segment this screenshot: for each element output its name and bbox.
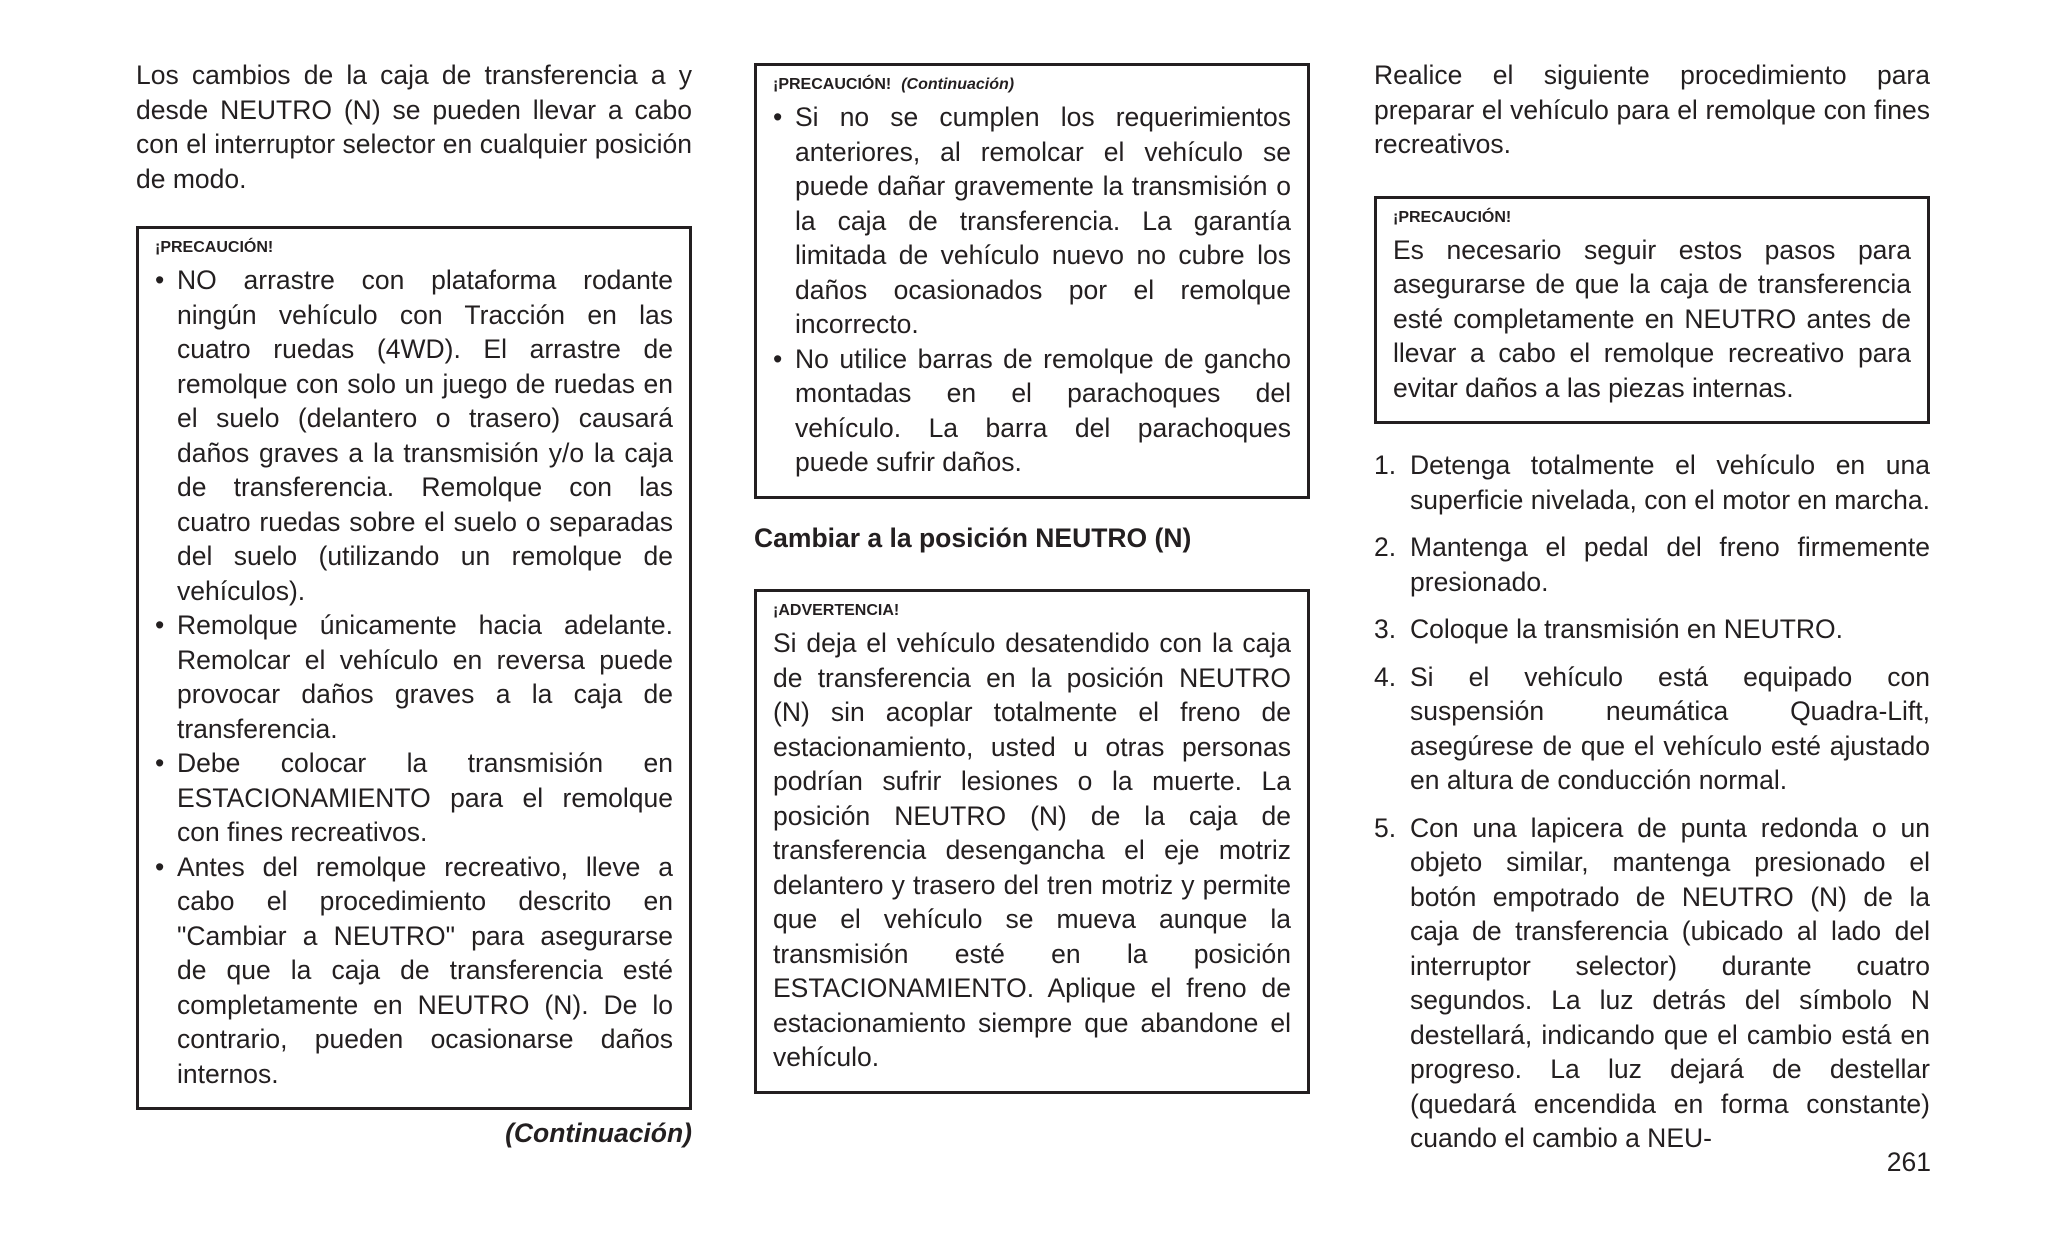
caution-continued-title [773, 76, 1291, 94]
procedure-step [1374, 448, 1930, 517]
step-number: 3. [1374, 614, 1397, 644]
caution-bullet-list [155, 263, 673, 1091]
step-number: 4. [1374, 661, 1397, 692]
step-number: 1. [1374, 450, 1397, 480]
caution-bullet: • Debe colocar la transmisión en ESTACIONAMIENTO para el remolque con fines recreativos. [155, 746, 673, 850]
caution-box [1374, 196, 1930, 425]
caution-box [136, 226, 692, 1110]
continuation-label: (Continuación) [505, 1118, 692, 1148]
warning-title: ¡ADVERTENCIA! [773, 602, 900, 619]
caution-bullet: • Antes del remolque recreativo, lleve a cabo el procedimiento descrito en "Cambiar a NEUTRO" para asegurarse de que la caja de transferencia esté completamente en NEUTRO (N). De lo contrario, pueden ocasionarse daños internos. [155, 850, 673, 1092]
step-text: Mantenga el pedal del freno firmemente presionado. [1410, 532, 1930, 597]
left-column [136, 58, 692, 1149]
caution-bullet-list [773, 100, 1291, 480]
page-number: 261 [1886, 1147, 1931, 1177]
right-column [1374, 58, 1930, 1169]
step-text: Con una lapicera de punta redonda o un objeto similar, mantenga presionado el botón empotrado de NEUTRO (N) de la caja de transferencia (ubicado al lado del interruptor selector) durante cuatro segundos. La luz detrás del símbolo N destellará, indicando que el cambio está en progreso. La luz dejará de destellar (quedará encendida en forma constante) cuando el cambio a NEU- [1410, 812, 1930, 1153]
caution-bullet: • Remolque únicamente hacia adelante. Remolcar el vehículo en reversa puede provocar daños graves a la caja de transferencia. [155, 608, 673, 746]
caution-bullet: • No utilice barras de remolque de gancho montadas en el parachoques del vehículo. La barra del parachoques puede sufrir daños. [773, 342, 1291, 480]
step-number: 2. [1374, 532, 1397, 562]
caution-title: ¡PRECAUCIÓN! [773, 76, 892, 93]
caution-bullet: • Si no se cumplen los requerimientos anteriores, al remolcar el vehículo se puede dañar gravemente la transmisión o la caja de transferencia. La garantía limitada de vehículo nuevo no cubre los daños ocasionados por el remolque incorrecto. [773, 100, 1291, 342]
step-number: 5. [1374, 812, 1397, 843]
caution-bullet: • NO arrastre con plataforma rodante ningún vehículo con Tracción en las cuatro ruedas (4WD). El arrastre de remolque con solo un juego de ruedas en el suelo (delantero o trasero) causará daños graves a la transmisión y/o la caja de transferencia. Remolque con las cuatro ruedas sobre el suelo o separadas del suelo (utilizando un remolque de vehículos). [155, 263, 673, 608]
intro-paragraph: Los cambios de la caja de transferencia a y desde NEUTRO (N) se pueden llevar a cabo con el interruptor selector en cualquier posición de modo. [136, 60, 692, 194]
caution-title: ¡PRECAUCIÓN! [155, 239, 274, 256]
intro-paragraph: Realice el siguiente procedimiento para preparar el vehículo para el remolque con fines recreativos. [1374, 60, 1930, 159]
warning-text: Si deja el vehículo desatendido con la caja de transferencia en la posición NEUTRO (N) sin acoplar totalmente el freno de estacionamiento, usted u otras personas podrían sufrir lesiones o la muerte. La posición NEUTRO (N) de la caja de transferencia desengancha el eje motriz delantero y trasero del tren motriz y permite que el vehículo se mueva aunque la transmisión esté en la posición ESTACIONAMIENTO. Aplique el freno de estacionamiento siempre que abandone el vehículo. [773, 628, 1291, 1072]
warning-box [754, 589, 1310, 1094]
section-heading: Cambiar a la posición NEUTRO (N) [754, 522, 1192, 553]
caution-continued-box [754, 63, 1310, 499]
procedure-step [1374, 811, 1930, 1156]
procedure-step [1374, 612, 1930, 647]
step-text: Coloque la transmisión en NEUTRO. [1410, 614, 1844, 644]
procedure-step [1374, 660, 1930, 798]
caution-text: Es necesario seguir estos pasos para asegurarse de que la caja de transferencia esté completamente en NEUTRO antes de llevar a cabo el remolque recreativo para evitar daños a las piezas internas. [1393, 234, 1911, 403]
step-text: Si el vehículo está equipado con suspensión neumática Quadra-Lift, asegúrese de que el vehículo esté ajustado en altura de conducción normal. [1410, 661, 1930, 795]
step-text: Detenga totalmente el vehículo en una superficie nivelada, con el motor en marcha. [1410, 450, 1930, 515]
continuation-label: (Continuación) [901, 76, 1015, 93]
procedure-steps [1374, 448, 1930, 1156]
middle-column [754, 63, 1310, 1094]
procedure-step [1374, 530, 1930, 599]
caution-title: ¡PRECAUCIÓN! [1393, 208, 1512, 226]
